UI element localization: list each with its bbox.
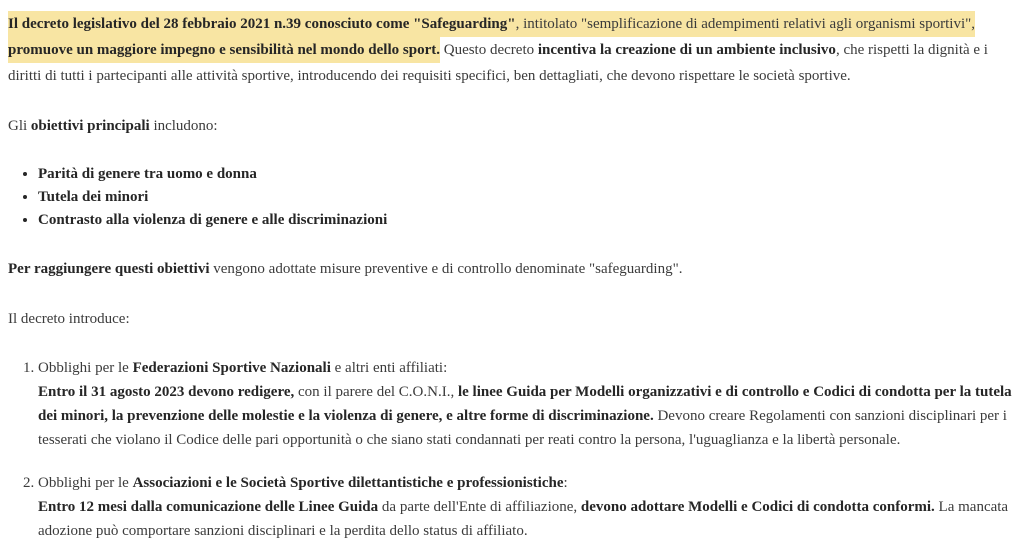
obligation-item-body	[38, 384, 1012, 448]
text-segment: con il parere del C.O.N.I.,	[294, 384, 458, 400]
obligation-item	[38, 471, 1014, 543]
text-segment: Obblighi per le	[38, 360, 133, 376]
obligation-item-heading	[38, 475, 568, 491]
objectives-list-item	[38, 163, 1014, 186]
objectives-lead-paragraph	[8, 113, 1014, 139]
bold-text: Federazioni Sportive Nazionali	[132, 360, 331, 376]
bold-text: Tutela dei minori	[38, 189, 149, 205]
text-segment: Questo decreto	[439, 42, 538, 58]
bold-text: obiettivi principali	[30, 118, 150, 134]
text-segment: e altri enti affiliati:	[330, 360, 448, 376]
objectives-list-item	[38, 186, 1014, 209]
objectives-list-item	[38, 209, 1014, 232]
highlighted-text: promuove un maggiore impegno e sensibilità nel mondo dello sport.	[8, 37, 440, 63]
text-segment: Devono creare Regolamenti con sanzioni disciplinari per i tesserati che violano il Codice delle pari opportunità o che siano stati condannati per reati contro la persona, l'uguaglianza e la libertà personale.	[38, 408, 1007, 448]
bold-text: incentiva la creazione di un ambiente inclusivo	[537, 42, 836, 58]
obligation-item-body	[38, 499, 1008, 539]
highlighted-text: , intitolato "semplificazione di adempimenti relativi agli organismi sportivi",	[516, 11, 975, 37]
text-segment: , che rispetti la dignità e i diritti di tutti i partecipanti alle attività sportive, introducendo dei requisiti specifici, ben dettagliati, che devono rispettare le società sportive.	[8, 42, 988, 84]
text-segment: Obblighi per le	[38, 475, 133, 491]
text-segment: vengono adottate misure preventive e di controllo denominate "safeguarding".	[209, 261, 683, 277]
bold-text: Entro il 31 agosto 2023 devono redigere,	[38, 384, 295, 400]
obligation-item	[38, 356, 1014, 452]
highlighted-text: Il decreto legislativo del 28 febbraio 2021 n.39 conosciuto come "Safeguarding"	[8, 11, 516, 37]
obligations-list	[8, 356, 1014, 543]
bold-text: devono adottare Modelli e Codici di condotta conformi.	[580, 499, 935, 515]
objectives-list	[8, 163, 1014, 232]
decree-lead-paragraph	[8, 306, 1014, 332]
bold-text: Contrasto alla violenza di genere e alle discriminazioni	[38, 212, 388, 228]
text-segment: Il decreto introduce:	[8, 311, 130, 327]
text-segment: da parte dell'Ente di affiliazione,	[378, 499, 581, 515]
text-segment: includono:	[149, 118, 218, 134]
bold-text: Associazioni e le Società Sportive dilettantistiche e professionistiche	[132, 475, 564, 491]
text-segment: Gli	[8, 118, 31, 134]
bold-text: Entro 12 mesi dalla comunicazione delle Linee Guida	[38, 499, 379, 515]
text-segment: :	[563, 475, 568, 491]
intro-paragraph	[8, 11, 1014, 89]
obligation-item-heading	[38, 360, 447, 376]
bold-text: Parità di genere tra uomo e donna	[38, 166, 257, 182]
measures-paragraph	[8, 256, 1014, 282]
text-segment: La mancata adozione può comportare sanzioni disciplinari e la perdita dello status di affiliato.	[38, 499, 1009, 539]
bold-text: Per raggiungere questi obiettivi	[8, 261, 210, 277]
bold-text: le linee Guida per Modelli organizzativi e di controllo e Codici di condotta per la tutela dei minori, la prevenzione delle molestie e la violenza di genere, e altre forme di discriminazione.	[38, 384, 1012, 424]
